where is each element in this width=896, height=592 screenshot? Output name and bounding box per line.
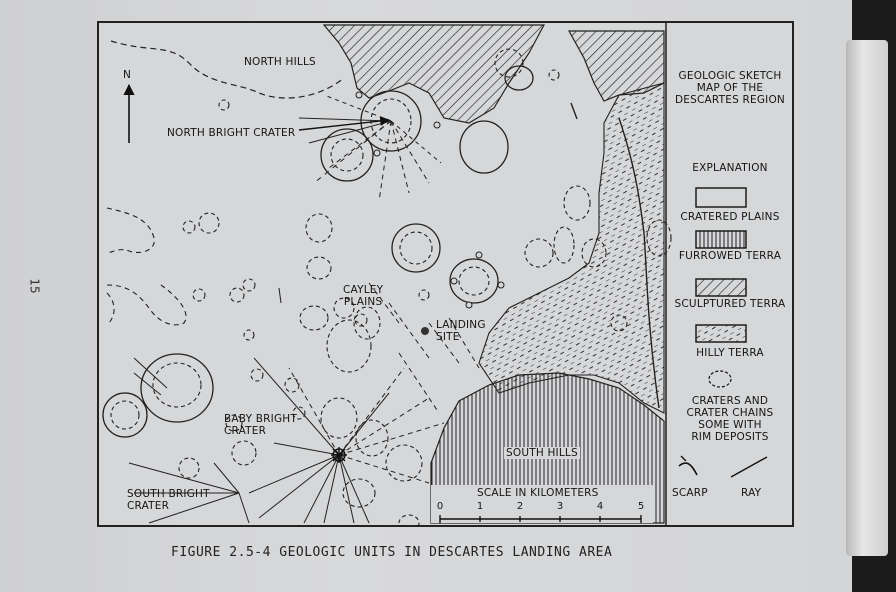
legend-label-hilly-terra: HILLY TERRA [696,347,764,359]
landing-site-marker [421,327,429,335]
scale-tick-0: 0 [436,501,444,512]
scale-tick-4: 4 [596,501,604,512]
label-baby-line-1: BABY BRIGHT [224,413,298,425]
north-hills-boundary [111,41,344,98]
legend-label-furrowed-terra: FURROWED TERRA [678,250,782,262]
legend-swatch-furrowed-terra [696,231,746,248]
hilly-terra [479,83,664,413]
label-south-bright-line-2: CRATER [127,500,170,512]
legend-craters-line-3: SOME WITH [698,419,762,431]
label-landing-line-1: LANDING [436,319,486,331]
legend-title [669,70,791,106]
label-cayley-line-2: PLAINS [343,296,383,308]
legend-title-line-1: GEOLOGIC SKETCH [678,70,782,82]
legend-scarp-icon [679,463,697,475]
legend-label-sculptured-terra: SCULPTURED TERRA [674,298,786,310]
scale-tick-1: 1 [476,501,484,512]
page-number: 15 [27,278,42,294]
label-landing-line-2: SITE [436,331,460,343]
legend-swatch-hilly-terra [696,325,746,342]
legend-swatch-cratered-plains [696,188,746,207]
legend-craters-text [669,395,791,443]
legend-ray-icon [731,457,767,477]
scale-tick-5: 5 [637,501,645,512]
figure-caption: FIGURE 2.5-4 GEOLOGIC UNITS IN DESCARTES LANDING AREA [171,545,613,560]
baby-bright-crater-mark [331,447,347,463]
legend-title-line-3: DESCARTES REGION [675,94,785,106]
legend-title-line-2: MAP OF THE [696,82,764,94]
legend-crater-icon [709,371,731,387]
label-south-hills: SOUTH HILLS [506,447,578,459]
label-baby-bright-crater [224,413,297,437]
label-baby-line-2: CRATER [224,425,267,437]
legend-label-ray: RAY [741,487,762,499]
label-north-bright-crater: NORTH BRIGHT CRATER [167,127,296,139]
legend-craters-line-2: CRATER CHAINS [686,407,774,419]
legend-label-cratered-plains: CRATERED PLAINS [680,211,780,223]
legend-label-scarp: SCARP [672,487,708,499]
sculptured-terra-north [324,25,544,123]
scale-tick-3: 3 [556,501,564,512]
label-cayley-plains [343,284,383,308]
west-boundary [107,208,154,253]
label-south-bright-line-1: SOUTH BRIGHT [127,488,210,500]
scale-tick-2: 2 [516,501,524,512]
legend-swatch-sculptured-terra [696,279,746,296]
label-landing-site [436,319,486,343]
legend-craters-line-1: CRATERS AND [691,395,769,407]
legend-craters-line-4: RIM DEPOSITS [691,431,769,443]
geologic-map [97,21,794,527]
north-arrow-label: N [123,69,132,81]
label-north-hills: NORTH HILLS [244,56,316,68]
label-cayley-line-1: CAYLEY [343,284,384,296]
binder-edge [846,40,888,556]
scale-title: SCALE IN KILOMETERS [477,487,599,499]
label-south-bright-crater [127,488,210,512]
legend-explanation: EXPLANATION [692,162,768,174]
